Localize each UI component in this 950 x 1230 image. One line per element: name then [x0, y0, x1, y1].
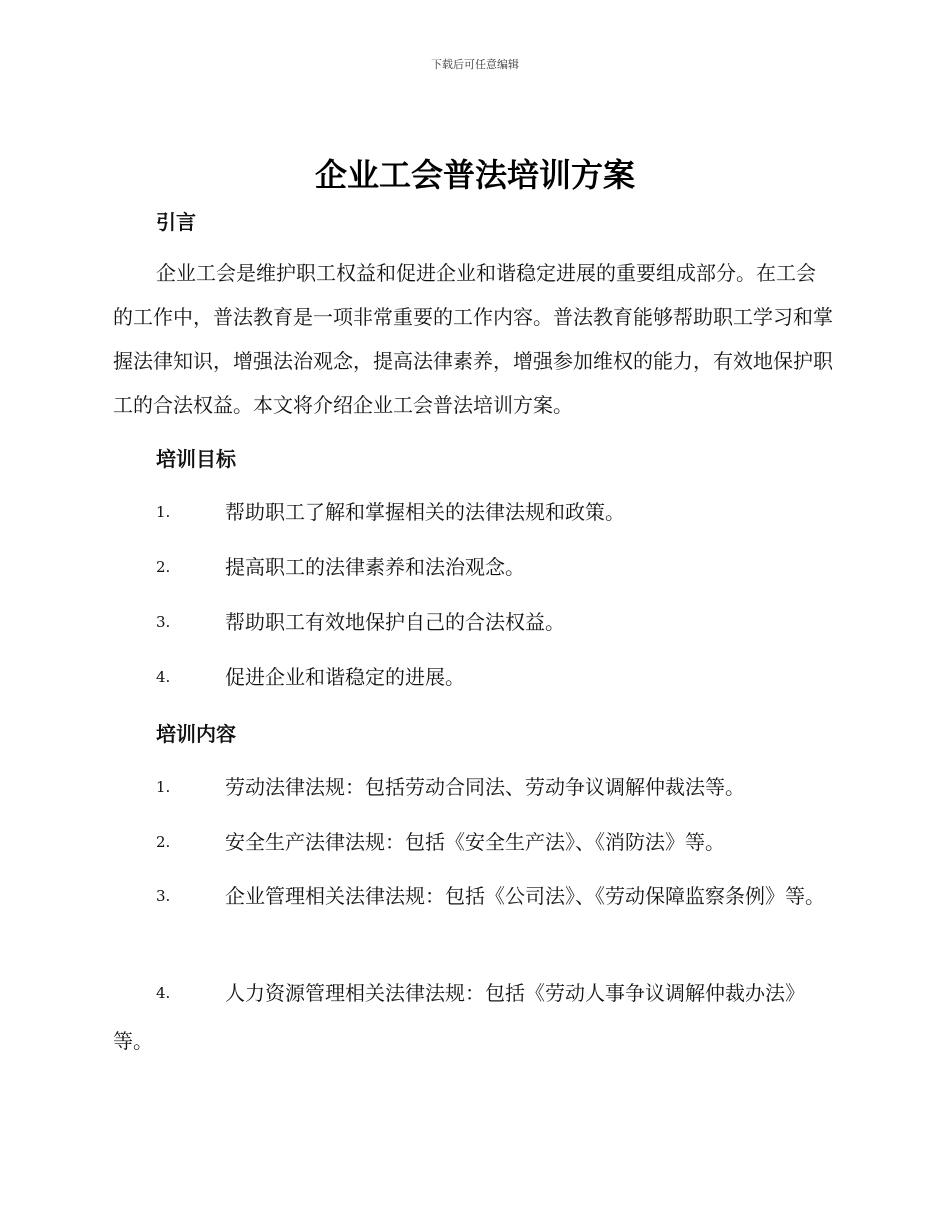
goal-item-number: 3. — [156, 613, 171, 631]
goal-item-text: 促进企业和谐稳定的进展。 — [225, 665, 465, 689]
content-item-number: 1. — [156, 778, 171, 796]
content-item — [113, 969, 833, 1065]
goal-item-number: 2. — [156, 558, 171, 576]
intro-paragraph: 企业工会是维护职工权益和促进企业和谐稳定进展的重要组成部分。在工会的工作中，普法教育是一项非常重要的工作内容。普法教育能够帮助职工学习和掌握法律知识，增强法治观念，提高法律素养，增强参加维权的能力，有效地保护职工的合法权益。本文将介绍企业工会普法培训方案。 — [113, 261, 833, 417]
goal-item-text: 提高职工的法律素养和法治观念。 — [225, 555, 525, 579]
content-item — [113, 818, 833, 866]
content-item-number: 4. — [156, 984, 171, 1002]
content-item-number: 2. — [156, 833, 171, 851]
page-header-note: 下载后可任意编辑 — [431, 58, 519, 71]
goal-item — [113, 598, 833, 646]
section-heading-intro: 引言 — [156, 210, 196, 234]
goal-item-text: 帮助职工了解和掌握相关的法律法规和政策。 — [225, 500, 625, 524]
content-item — [113, 872, 833, 920]
content-item-text: 人力资源管理相关法律法规：包括《劳动人事争议调解仲裁办法》等。 — [113, 981, 805, 1053]
goal-item-number: 4. — [156, 668, 171, 686]
goal-item — [113, 488, 833, 536]
document-title: 企业工会普法培训方案 — [314, 156, 635, 194]
goal-item — [113, 543, 833, 591]
content-item-text: 安全生产法律法规：包括《安全生产法》、《消防法》等。 — [225, 830, 725, 854]
content-item-text: 劳动法律法规：包括劳动合同法、劳动争议调解仲裁法等。 — [225, 775, 745, 799]
content-item-number: 3. — [156, 887, 171, 905]
goal-item-number: 1. — [156, 503, 171, 521]
section-heading-content: 培训内容 — [156, 722, 236, 746]
goal-item — [113, 653, 833, 701]
goal-item-text: 帮助职工有效地保护自己的合法权益。 — [225, 610, 565, 634]
content-item — [113, 763, 833, 811]
section-heading-goals: 培训目标 — [156, 447, 236, 471]
content-item-text: 企业管理相关法律法规：包括《公司法》、《劳动保障监察条例》等。 — [225, 884, 825, 908]
